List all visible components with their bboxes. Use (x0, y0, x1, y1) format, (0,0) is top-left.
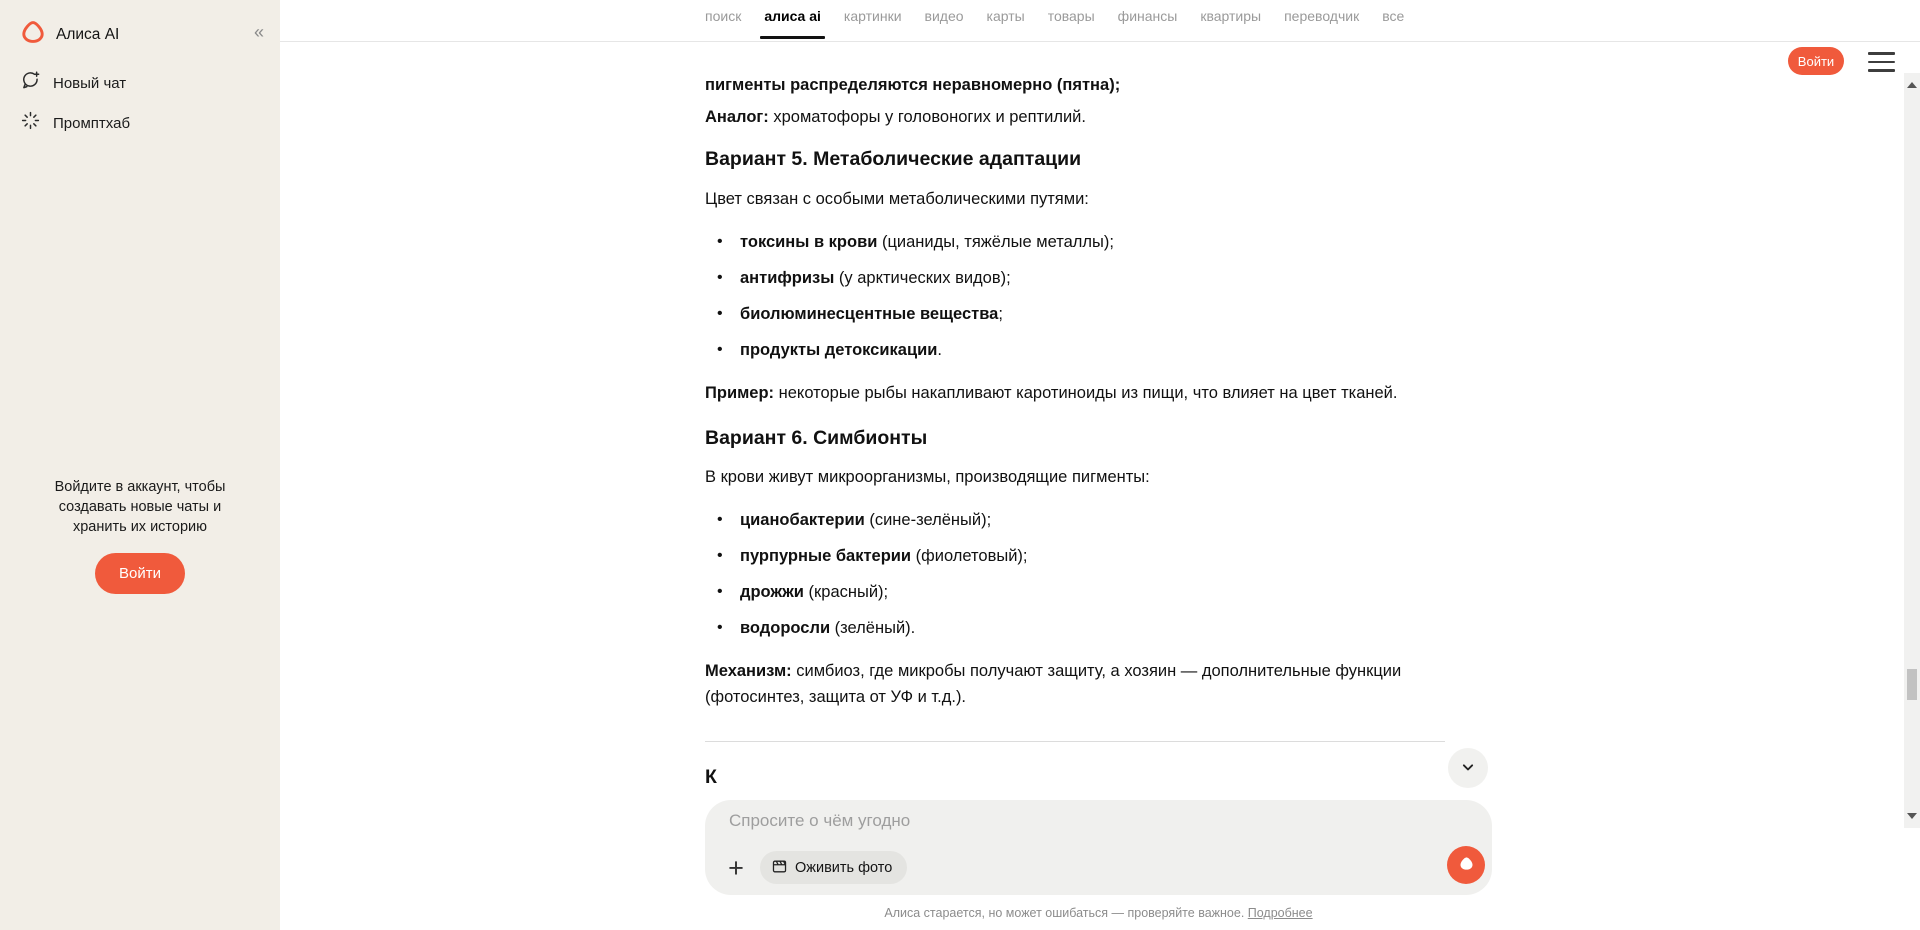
alice-drop-icon (1457, 854, 1476, 876)
sidebar-login-block (0, 477, 280, 594)
revive-photo-chip[interactable] (760, 851, 907, 884)
vertical-scrollbar[interactable] (1904, 73, 1920, 828)
chip-label: Оживить фото (795, 859, 893, 876)
chat-input[interactable] (729, 811, 1329, 831)
sidebar-item-new-chat[interactable] (20, 70, 126, 96)
login-prompt-text: Войдите в аккаунт, чтобы создавать новые чаты и хранить их историю (54, 479, 226, 535)
scrollbar-down-arrow-icon[interactable] (1907, 813, 1917, 819)
message-composer (705, 800, 1492, 895)
list-item: • цианобактерии (сине-зелёный); (705, 507, 1445, 533)
sidebar-collapse-icon[interactable]: « (253, 22, 264, 42)
mechanism-paragraph: Механизм: симбиоз, где микробы получают защиту, а хозяин — дополнительные функции (фотосинтез, защита от УФ и т.д.). (705, 662, 1402, 706)
list-item: • биолюминесцентные вещества; (705, 301, 1445, 327)
tab-apartments[interactable]: квартиры (1200, 8, 1262, 24)
list-item: • антифризы (у арктических видов); (705, 265, 1445, 291)
list-item: • токсины в крови (цианиды, тяжёлые металлы); (705, 229, 1445, 255)
sidebar-item-label: Новый чат (53, 74, 127, 92)
sparkle-icon (20, 110, 41, 136)
tab-video[interactable]: видео (924, 8, 964, 24)
chat-response (705, 42, 1445, 789)
variant5-list (705, 229, 1445, 363)
alice-voice-button[interactable] (1447, 846, 1485, 884)
disclaimer (705, 906, 1492, 920)
clapperboard-icon (771, 858, 788, 878)
tab-all[interactable]: все (1382, 8, 1405, 24)
list-item: • пурпурные бактерии (фиолетовый); (705, 543, 1445, 569)
tab-finance[interactable]: финансы (1117, 8, 1178, 24)
scroll-down-button[interactable] (1448, 748, 1488, 788)
tab-maps[interactable]: карты (986, 8, 1025, 24)
list-item: • водоросли (зелёный). (705, 615, 1445, 641)
attach-plus-button[interactable]: + (719, 851, 753, 885)
sidebar-item-label: Промптхаб (53, 114, 131, 132)
variant6-heading: Вариант 6. Симбионты (705, 427, 928, 449)
example-paragraph: Пример: некоторые рыбы накапливают каротиноиды из пищи, что влияет на цвет тканей. (705, 384, 1398, 402)
variant5-intro: Цвет связан с особыми метаболическими путями: (705, 190, 1089, 208)
service-tabs (705, 0, 1404, 42)
disclaimer-more-link[interactable]: Подробнее (1247, 906, 1313, 920)
clipped-scrolled-line: пигменты распределяются неравномерно (пятна); (705, 76, 1121, 94)
tab-images[interactable]: картинки (843, 8, 902, 24)
variant6-list (705, 507, 1445, 641)
tab-goods[interactable]: товары (1047, 8, 1095, 24)
list-item: • дрожжи (красный); (705, 579, 1445, 605)
scrollbar-thumb[interactable] (1907, 669, 1917, 700)
sidebar-login-button[interactable]: Войти (95, 553, 185, 594)
sidebar-item-prompthub[interactable] (20, 110, 130, 136)
disclaimer-text: Алиса старается, но может ошибаться — проверяйте важное. (884, 906, 1248, 920)
section-divider (705, 741, 1445, 742)
variant6-intro: В крови живут микроорганизмы, производящие пигменты: (705, 468, 1150, 486)
tab-search[interactable]: поиск (705, 8, 742, 24)
variant5-heading: Вариант 5. Метаболические адаптации (705, 148, 1082, 170)
alice-logo-icon (20, 19, 46, 50)
scrollbar-up-arrow-icon[interactable] (1907, 82, 1917, 88)
list-item: • продукты детоксикации. (705, 337, 1445, 363)
top-navigation (280, 0, 1920, 42)
tab-alice-ai[interactable]: алиса ai (764, 0, 821, 42)
app-title: Алиса AI (56, 25, 120, 43)
next-heading-fragment: К (705, 766, 717, 788)
top-login-button[interactable]: Войти (1788, 47, 1844, 75)
sidebar (0, 0, 280, 930)
new-chat-icon (20, 70, 41, 96)
tab-translator[interactable]: переводчик (1284, 8, 1360, 24)
analog-paragraph: Аналог: хроматофоры у головоногих и рептилий. (705, 108, 1086, 126)
app-logo (20, 19, 119, 50)
chevron-down-icon (1458, 757, 1478, 780)
menu-icon[interactable] (1868, 52, 1895, 72)
